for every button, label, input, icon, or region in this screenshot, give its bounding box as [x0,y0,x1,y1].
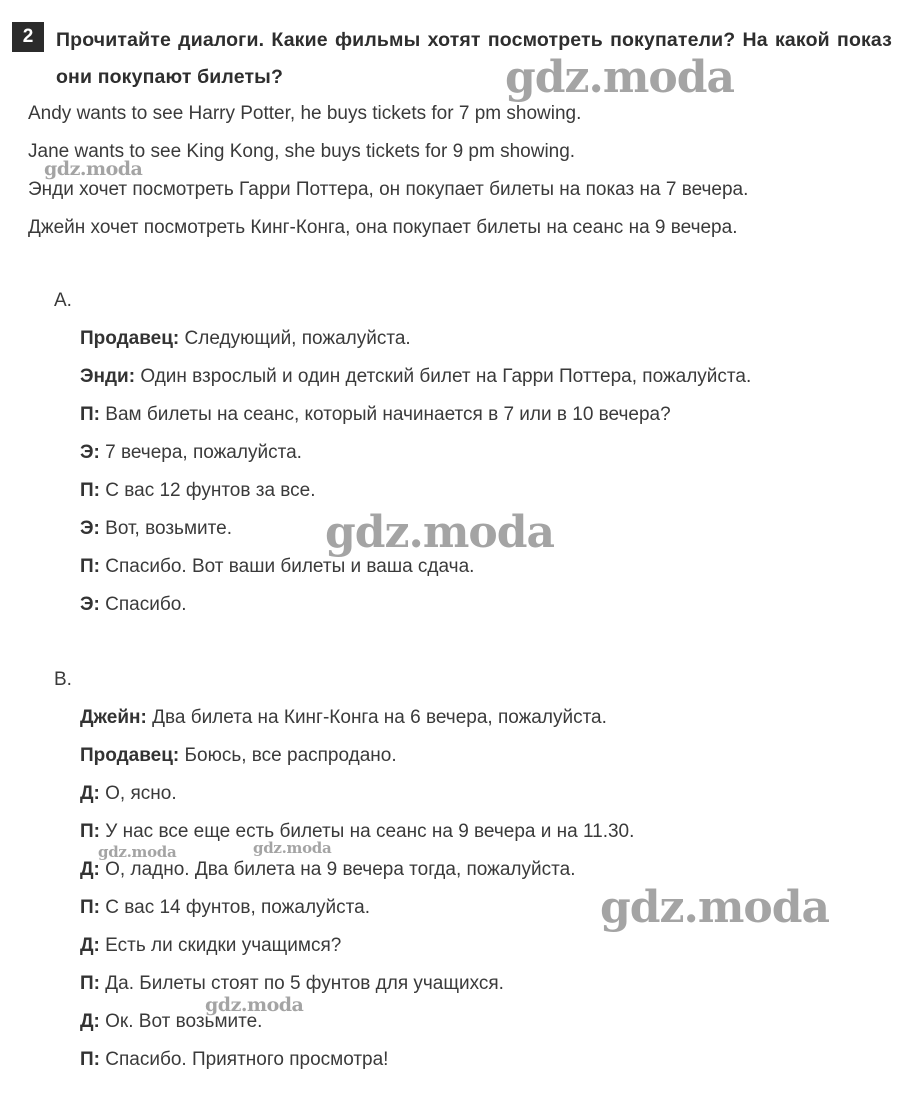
line-text: С вас 12 фунтов за все. [105,480,316,501]
speaker: Э: [80,594,100,615]
intro-text [28,95,888,247]
dialogue-line [80,320,880,358]
intro-line: Энди хочет посмотреть Гарри Поттера, он покупает билеты на показ на 7 вечера. [28,179,749,200]
dialogue-line [80,1003,880,1041]
dialogue-a-label: A. [54,290,72,311]
dialogue-line [80,965,880,1003]
line-text: Спасибо. Приятного просмотра! [105,1049,389,1070]
dialogue-b-label: B. [54,669,72,690]
line-text: О, ясно. [105,783,177,804]
watermark: gdz.moda [44,158,143,180]
line-text: О, ладно. Два билета на 9 вечера тогда, пожалуйста. [105,859,576,880]
speaker: Д: [80,935,100,956]
intro-line: Jane wants to see King Kong, she buys tickets for 9 pm showing. [28,141,576,162]
dialogue-line [80,699,880,737]
watermark: gdz.moda [325,507,555,558]
dialogue-line [80,927,880,965]
dialogue-line [80,472,880,510]
speaker: П: [80,556,100,577]
speaker: П: [80,404,100,425]
line-text: Вам билеты на сеанс, который начинается в 7 или в 10 вечера? [105,404,671,425]
speaker: П: [80,1049,100,1070]
speaker: Д: [80,1011,100,1032]
dialogue-line [80,586,880,624]
dialogue-line [80,510,880,548]
dialogue-line [80,1041,880,1079]
line-text: С вас 14 фунтов, пожалуйста. [105,897,370,918]
line-text: Один взрослый и один детский билет на Гарри Поттера, пожалуйста. [140,366,752,387]
speaker: Д: [80,783,100,804]
speaker: П: [80,973,100,994]
watermark: gdz.moda [600,882,830,933]
task-number-badge: 2 [12,22,44,52]
dialogue-a [80,320,880,624]
watermark: gdz.moda [98,843,177,861]
watermark: gdz.moda [253,839,332,857]
speaker: Э: [80,442,100,463]
watermark: gdz.moda [205,994,304,1016]
speaker: Д: [80,859,100,880]
speaker: П: [80,480,100,501]
dialogue-line [80,358,880,396]
dialogue-line [80,737,880,775]
line-text: У нас все еще есть билеты на сеанс на 9 вечера и на 11.30. [105,821,635,842]
speaker: Продавец: [80,745,180,766]
intro-line: Andy wants to see Harry Potter, he buys tickets for 7 pm showing. [28,103,582,124]
dialogue-line [80,434,880,472]
line-text: Ок. Вот возьмите. [105,1011,263,1032]
dialogue-line [80,548,880,586]
line-text: Спасибо. Вот ваши билеты и ваша сдача. [105,556,475,577]
speaker: Джейн: [80,707,147,728]
speaker: Продавец: [80,328,180,349]
line-text: Вот, возьмите. [105,518,232,539]
intro-line: Джейн хочет посмотреть Кинг-Конга, она покупает билеты на сеанс на 9 вечера. [28,217,738,238]
line-text: Два билета на Кинг-Конга на 6 вечера, пожалуйста. [152,707,607,728]
dialogue-line [80,396,880,434]
speaker: П: [80,821,100,842]
speaker: Энди: [80,366,136,387]
dialogue-b [80,699,880,1079]
line-text: Да. Билеты стоят по 5 фунтов для учащихся. [105,973,504,994]
line-text: Спасибо. [105,594,187,615]
speaker: Э: [80,518,100,539]
line-text: Следующий, пожалуйста. [184,328,411,349]
watermark: gdz.moda [505,52,735,103]
dialogue-line [80,889,880,927]
line-text: 7 вечера, пожалуйста. [105,442,302,463]
line-text: Есть ли скидки учащимся? [105,935,342,956]
dialogue-line [80,813,880,851]
dialogue-line [80,775,880,813]
line-text: Боюсь, все распродано. [184,745,397,766]
dialogue-line [80,851,880,889]
task-title: Прочитайте диалоги. Какие фильмы хотят посмотреть покупатели? На какой показ они покупают билеты? [56,29,892,88]
task-header [12,22,892,96]
speaker: П: [80,897,100,918]
